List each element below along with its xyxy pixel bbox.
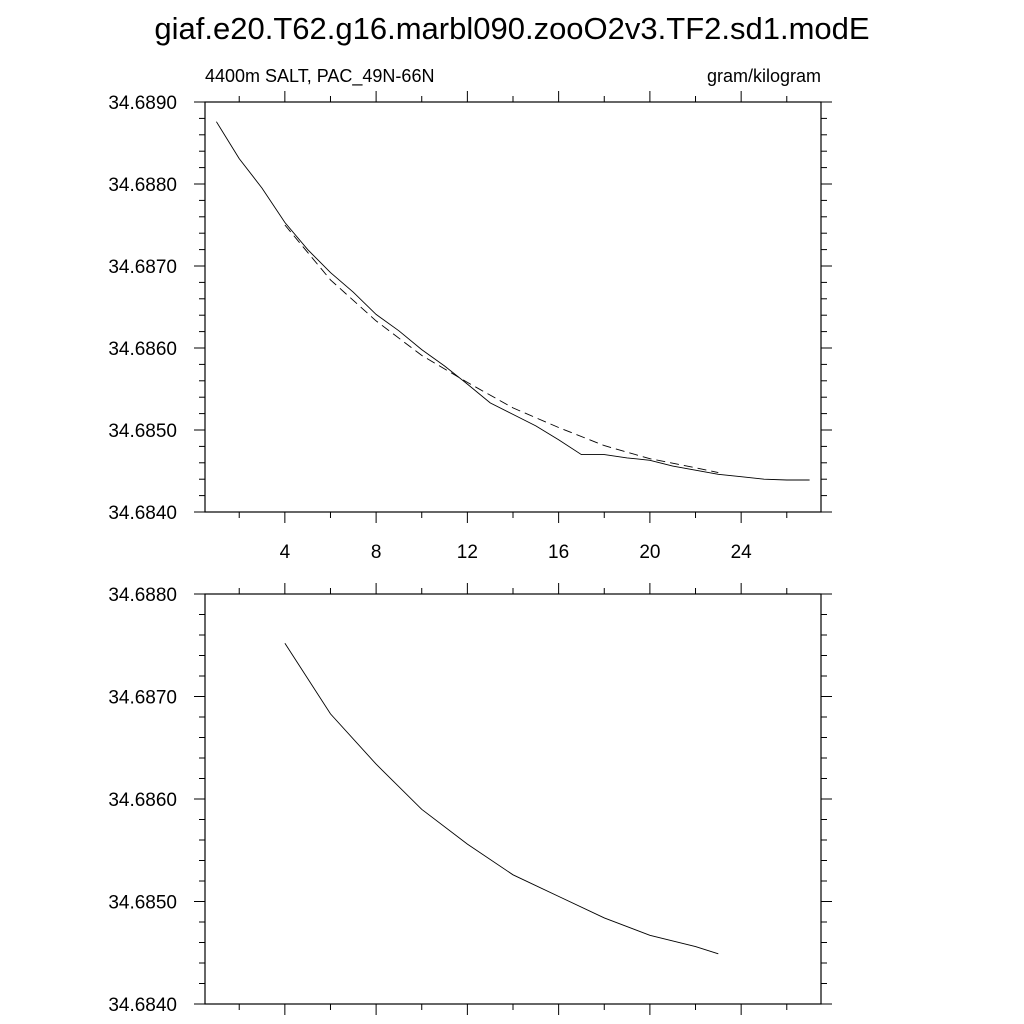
bottom-y-tick-label: 34.6880 [108,585,177,606]
top-y-tick-label: 34.6840 [108,503,177,524]
top-panel-right-label: gram/kilogram [706,66,821,86]
top-y-tick-label: 34.6860 [108,339,177,360]
top-x-tick-label: 24 [730,542,752,563]
top-y-tick-label: 34.6880 [108,175,177,196]
top-y-tick-label: 34.6850 [108,421,177,442]
top-x-tick-label: 12 [456,542,478,563]
top-x-tick-label: 4 [279,542,291,563]
top-panel-frame [205,102,821,512]
bottom-y-tick-label: 34.6870 [108,687,177,709]
top-panel-left-label: 4400m SALT, PAC_49N-66N [205,66,435,86]
figure-title: giaf.e20.T62.g16.marbl090.zooO2v3.TF2.sd1.modE [154,11,870,46]
bottom-y-tick-label: 34.6850 [108,892,177,914]
top-x-tick-label: 20 [639,542,661,563]
top-y-tick-label: 34.6870 [108,257,177,278]
top-y-tick-label: 34.6890 [108,93,177,114]
top-panel [108,66,832,563]
bottom-y-tick-label: 34.6840 [108,995,177,1016]
bottom-panel [108,583,832,1016]
bottom-series-solid-line [285,643,718,954]
bottom-panel-frame [205,594,821,1004]
top-series-solid-line [216,122,809,480]
top-x-tick-label: 16 [548,542,570,563]
top-x-tick-label: 8 [370,542,382,563]
bottom-y-tick-label: 34.6860 [108,790,177,811]
top-series-dashed-line [285,225,718,473]
